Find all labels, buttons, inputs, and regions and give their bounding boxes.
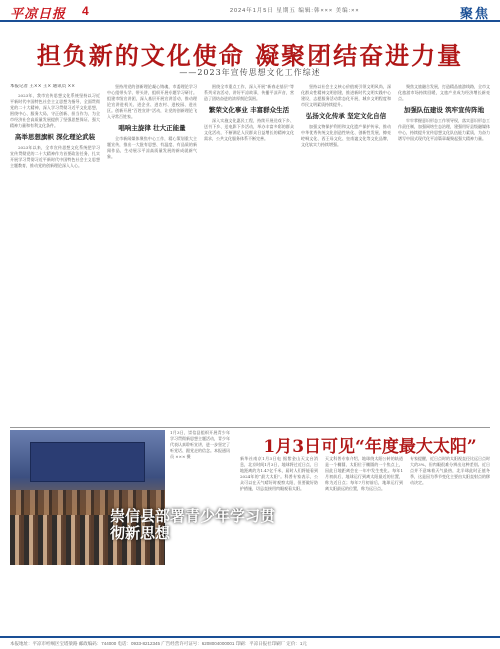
paragraph: 围绕全市重点工作，深入开展“新春走基层”等系列采访活动，讲好平凉故事，传播平凉声音，营造了团结奋进的浓厚舆论氛围。 bbox=[204, 84, 294, 101]
paragraph: 聚焦文旅融合发展，打造精品旅游线路，全市文化旅游市场持续回暖，文旅产业成为经济增长新亮点。 bbox=[398, 84, 490, 101]
paragraph: 加强文物保护利用和文化遗产保护传承，推动中华优秀传统文化创造性转化、创新性发展，擦亮崆峒文化、西王母文化、皇甫谧文化等文化品牌，文化软实力持续增强。 bbox=[301, 124, 391, 147]
article-column-1 bbox=[10, 84, 100, 419]
article-column-2 bbox=[107, 84, 197, 419]
section-heading: 高举思想旗帜 深化理论武装 bbox=[14, 133, 96, 141]
photo-caption: 1月3日，崇信县组织开展青少年学习贯彻新思想主题活动，青少年代表认真聆听宣讲，进一步坚定了听党话、跟党走的信念。本报通讯员 ××× 摄 bbox=[170, 430, 230, 459]
byline: 本报记者 王×× 王× 通讯员 ×× bbox=[10, 84, 76, 89]
stage-screen bbox=[30, 442, 145, 482]
issue-info: 2024年1月5日 星期五 编辑:韩××× 美编:×× bbox=[230, 8, 360, 14]
paragraph: 全市新闻媒体聚焦中心工作，精心策划重大主题宣传，推出一大批有思想、有温度、有品质的新闻作品，生动展示平凉高质量发展的新成就新气象。 bbox=[107, 136, 197, 159]
feature-column-3: 专家提醒，近日点时的太阳视直径比远日点时大约3%，但肉眼很难分辨出这种差别。近日点并不意味着天气最热，北半球此时正值冬季，这是因为季节变化主要由太阳直射点的移动决定。 bbox=[410, 456, 490, 485]
article-column-5 bbox=[398, 84, 490, 419]
section-divider bbox=[10, 427, 490, 428]
paragraph: 坚持用党的创新理论凝心铸魂，市委理论学习中心组带头学、带头讲，组织开展专题学习研讨。组建市级宣讲团，深入基层开展宣讲活动，推动理论宣讲进机关、进企业、进农村、进校园、进社区。创新开展“百姓宣讲”活动，让党的创新理论飞入寻常百姓家。 bbox=[107, 84, 197, 119]
page-number: 4 bbox=[82, 4, 89, 18]
article-column-3 bbox=[204, 84, 294, 419]
section-heading: 加强队伍建设 筑牢宣传阵地 bbox=[403, 106, 485, 114]
paragraph: 牢牢掌握意识形态工作领导权，落实意识形态工作责任制，加强网络生态治理，建强用好县级融媒体中心，持续提升宣传思想文化队伍能力素质，为奋力谱写中国式现代化平凉篇章凝聚起强大精神力量。 bbox=[398, 118, 490, 141]
photo-overlay-title: 崇信县部署青少年学习贯彻新思想 bbox=[110, 507, 276, 542]
article-column-4 bbox=[301, 84, 391, 419]
section-name: 聚焦 bbox=[459, 6, 490, 21]
page-footer: 本报地址：平凉市崆峒区宝塔梁路 邮政编码：744000 电话：0933-8212345 广告经营许可证号：6208004000001 印刷：平凉日报社印刷厂 定价：1元 bbox=[0, 636, 500, 649]
section-heading: 繁荣文化事业 丰富群众生活 bbox=[208, 106, 290, 114]
news-photo bbox=[10, 430, 165, 565]
feature-column-2: 天文科普专家介绍，地球绕太阳公转的轨道是一个椭圆，太阳位于椭圆的一个焦点上，因此日地距离会在一年中发生变化。每年1月初前后，地球运行到离太阳最近的位置，称为近日点；每年7月初前后，地球运行到离太阳最远的位置，称为远日点。 bbox=[325, 456, 403, 491]
newspaper-logo: 平凉日报 bbox=[10, 7, 67, 22]
paragraph: 深入实施文化惠民工程，持续开展送戏下乡、送书下乡、送电影下乡活动，举办丰富多彩的群众文化活动，不断满足人民群众日益增长的精神文化需求，公共文化服务体系不断完善。 bbox=[204, 118, 294, 141]
masthead bbox=[0, 0, 500, 22]
paragraph: 2023年以来，全市宣传思想文化系统把学习宣传贯彻党的二十大精神作为首要政治任务，扎实开展学习贯彻习近平新时代中国特色社会主义思想主题教育，推动党的创新理论深入人心。 bbox=[10, 145, 100, 168]
paragraph: 2023年，我市宣传思想文化系统坚持以习近平新时代中国特色社会主义思想为指导，全面贯彻党的二十大精神，深入学习贯彻习近平文化思想，围绕中心、服务大局，守正创新、担当作为，为全市经济社会高质量发展提供了坚强思想保证、强大精神力量和有利文化条件。 bbox=[10, 93, 100, 128]
feature-column-1: 新华社南京1月3日电 据紫金山天文台消息，北京时间1月3日，地球将过近日点，日地距离约为1.47亿千米，届时人们将能看到2024年的“最大太阳”。科普专家表示，公众可以在天气晴好时观察太阳，但要做好防护措施，切忌直接用肉眼观看太阳。 bbox=[240, 456, 318, 491]
subheadline: ——2023年宣传思想文化工作综述 bbox=[179, 68, 321, 77]
section-heading: 弘扬文化传承 坚定文化自信 bbox=[305, 112, 387, 120]
section-heading: 唱响主旋律 壮大正能量 bbox=[118, 124, 186, 132]
main-headline: 担负新的文化使命 凝聚团结奋进力量 bbox=[36, 41, 464, 70]
feature-headline: 1月3日可见“年度最大太阳” bbox=[263, 437, 477, 457]
paragraph: 坚持以社会主义核心价值观引领文明风尚，深化群众性精神文明创建，推进新时代文明实践中心建设，志愿服务活动常态化开展，城乡文明程度和市民文明素质持续提升。 bbox=[301, 84, 391, 107]
